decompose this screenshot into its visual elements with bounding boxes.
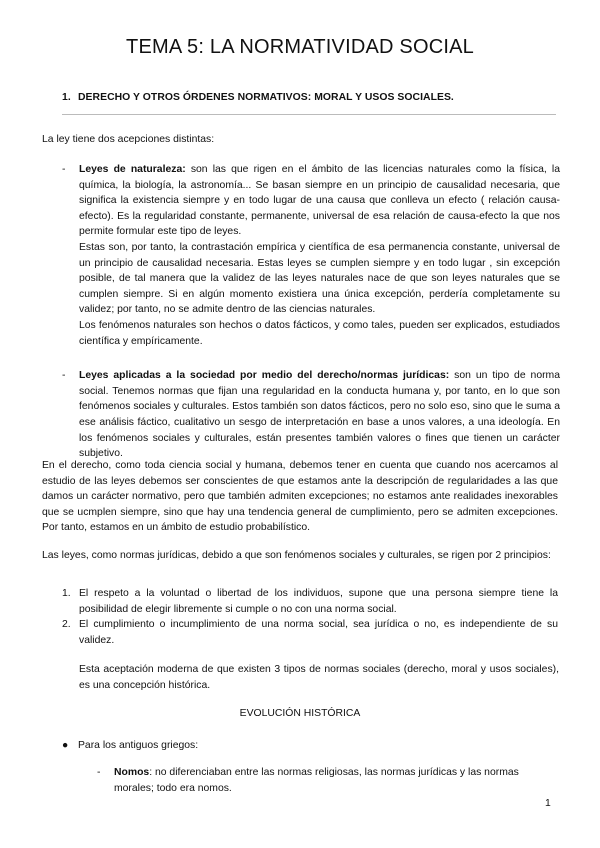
bullet-dot-icon: ● bbox=[62, 740, 69, 751]
item-number: 2. bbox=[62, 619, 71, 631]
list-item bbox=[97, 765, 559, 796]
item-number: 1. bbox=[62, 588, 71, 599]
definition-text: son las que rigen en el ámbito de las licencias naturales como la física, la química, la biología, la astronomía... Se basan siempre en un principio de causalidad necesaria, que significa la existencia siempre y en todo lugar de una causa que conlleva un efecto ( relación causa-efecto). Es la regularidad constante, permanente, universal de esa relación de causa-efecto la que nos permite formular este tipo de leyes. bbox=[79, 164, 561, 238]
definition-text: Los fenómenos naturales son hechos o datos fácticos, y como tales, pueden ser explicados, estudiados científica y empíricamente. bbox=[79, 319, 560, 347]
list-item bbox=[62, 368, 560, 462]
nomos-text: : no diferenciaban entre las normas religiosas, las normas jurídicas y las normas morales; todo era nomos. bbox=[114, 767, 519, 794]
section-number: 1. bbox=[62, 92, 71, 103]
section-heading bbox=[62, 92, 454, 103]
definitions-list bbox=[62, 162, 560, 462]
dash-marker: - bbox=[97, 767, 101, 778]
principles-list bbox=[62, 586, 558, 648]
list-item bbox=[62, 586, 558, 617]
note-paragraph: Esta aceptación moderna de que existen 3 tipos de normas sociales (derecho, moral y usos sociales), es una concepción histórica. bbox=[79, 664, 559, 691]
principle-text: El cumplimiento o incumplimiento de una norma social, sea jurídica o no, es independiente de su validez. bbox=[79, 619, 558, 646]
principle-text: El respeto a la voluntad o libertad de los individuos, supone que una persona siempre tiene la posibilidad de elegir libremente si cumple o no con una norma social. bbox=[79, 588, 558, 615]
definition-text: Estas son, por tanto, la contrastación empírica y científica de esa permanencia constante, universal de un principio de causalidad necesaria. Estas leyes se cumplen siempre y en todo lugar , sin excepción posible, de tal manera que la validez de las leyes naturales nace de que son leyes naturales que se cumplen siempre. Si en algún momento existiera una única excepción, perdería completamente su validez; por tanto, no se admite dentro de las ciencias naturales. bbox=[79, 241, 560, 316]
historic-label: Para los antiguos griegos: bbox=[78, 740, 199, 751]
list-item bbox=[62, 617, 558, 648]
paragraph-leyes: Las leyes, como normas jurídicas, debido a que son fenómenos sociales y culturales, se rigen por 2 principios: bbox=[42, 550, 551, 561]
intro-paragraph: La ley tiene dos acepciones distintas: bbox=[42, 134, 215, 145]
page-title: TEMA 5: LA NORMATIVIDAD SOCIAL bbox=[126, 36, 474, 58]
term-nomos: Nomos bbox=[114, 767, 150, 778]
page-number: 1 bbox=[545, 798, 551, 809]
section-heading-text: DERECHO Y OTROS ÓRDENES NORMATIVOS: MORAL Y USOS SOCIALES. bbox=[78, 92, 454, 103]
paragraph-derecho: En el derecho, como toda ciencia social y humana, debemos tener en cuenta que cuando nos acercamos al estudio de las leyes debemos ser conscientes de que estamos ante la descripción de regularidades a las que damos un carácter normativo, pero que también admiten excepciones; no estamos ante realidades inexorables que se ucmplen siempre, sino que hay una tendencia general de cumplimiento, pero se admiten excepciones. Por tanto, estamos en un ámbito de estudio probabilístico. bbox=[42, 460, 558, 534]
term-leyes-sociedad: Leyes aplicadas a la sociedad por medio del derecho/normas jurídicas: bbox=[79, 370, 450, 382]
horizontal-rule bbox=[62, 114, 556, 115]
dash-marker: - bbox=[62, 164, 66, 175]
dash-marker: - bbox=[62, 370, 66, 382]
list-item bbox=[62, 162, 560, 349]
term-leyes-naturaleza: Leyes de naturaleza: bbox=[79, 164, 186, 175]
subheading-evolucion: EVOLUCIÓN HISTÓRICA bbox=[239, 708, 361, 719]
definition-text: son un tipo de norma social. Tenemos normas que fijan una regularidad en la conducta humana y, por tanto, en lo que son fenómenos sociales y culturales. Estos también son datos fácticos, pero no solo eso, sino que le suma a ese análisis fáctico, cualitativo un sesgo de interpretación en base a unos valores, a una ideología. En los fenómenos sociales y culturales, están presentes también valores o fines que tienen un carácter subjetivo. bbox=[79, 370, 560, 460]
